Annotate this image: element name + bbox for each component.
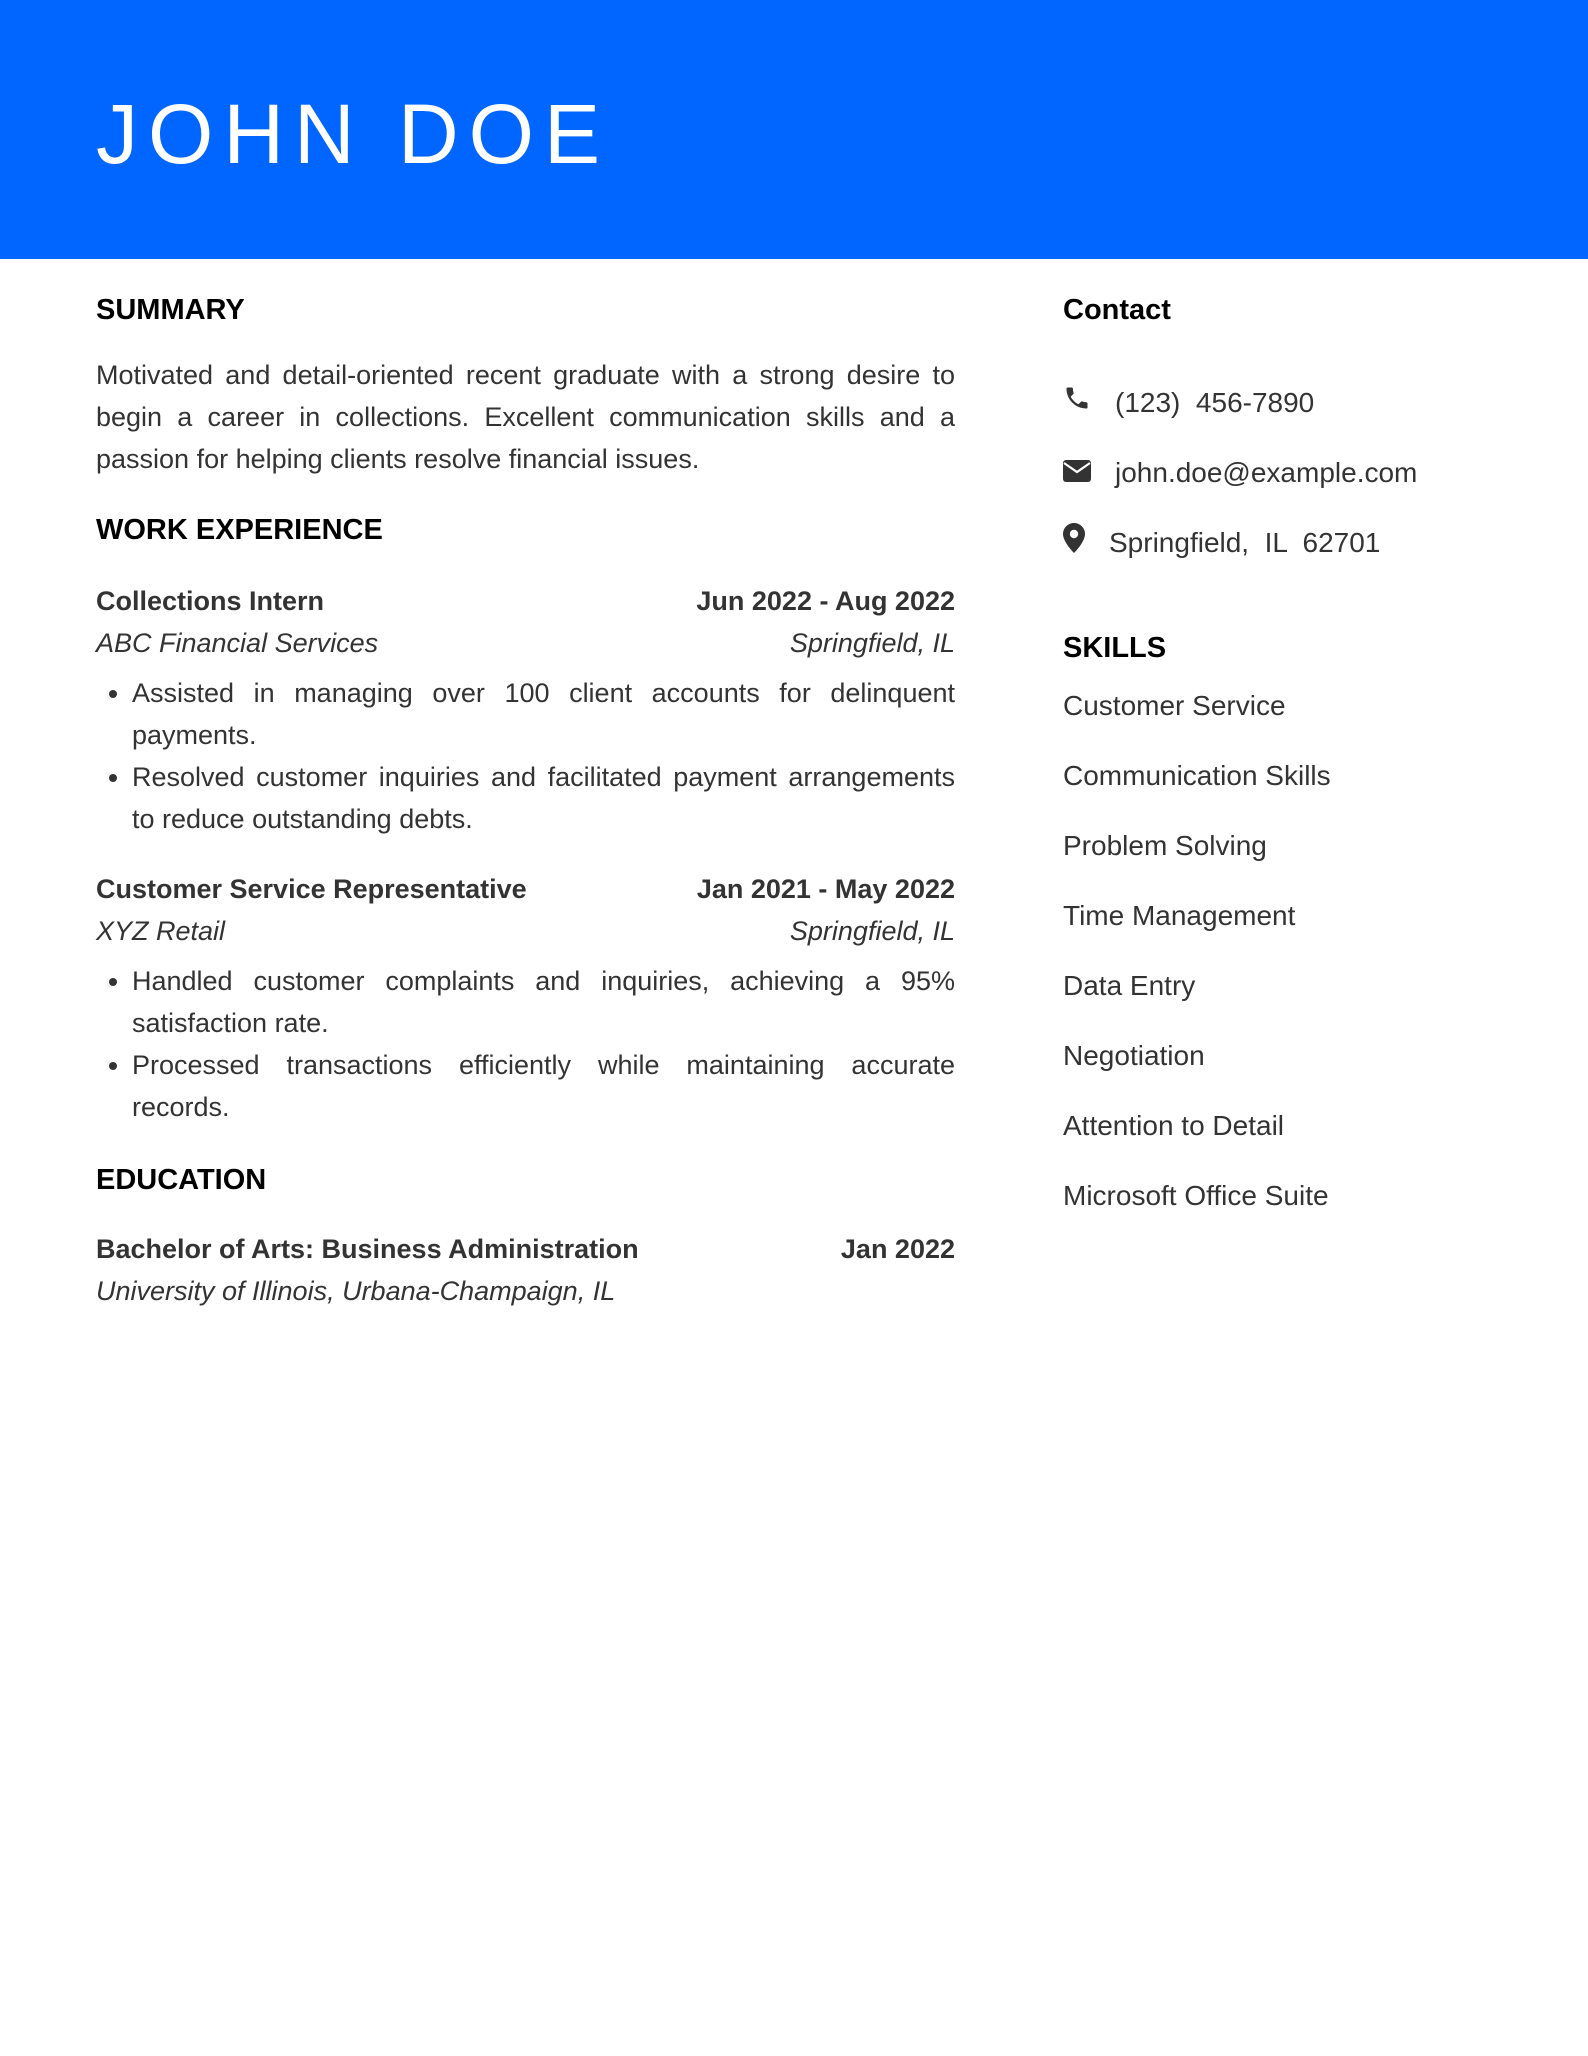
school-name: University of Illinois, Urbana-Champaign, IL [96,1276,616,1306]
contact-phone [1063,368,1503,438]
contact-email [1063,438,1503,508]
sidebar-column [1063,290,1503,1246]
job-entry [96,868,955,1128]
contact-section [1063,290,1503,578]
job-location: Springfield, IL [789,628,955,658]
skill-item: Microsoft Office Suite [1063,1180,1329,1211]
email-address: john.doe@example.com [1115,457,1418,488]
job-dates: Jan 2021 - May 2022 [696,874,955,904]
skills-heading: SKILLS [1063,632,1167,664]
education-entry [96,1228,955,1312]
job-title: Collections Intern [96,586,325,616]
job-bullets [96,960,955,1128]
summary-text: Motivated and detail-oriented recent graduate with a strong desire to begin a career in collections. Excellent communication skills and a passion for helping clients resolve financial issues. [96,360,955,474]
skill-item: Attention to Detail [1063,1110,1285,1141]
skill-item: Communication Skills [1063,760,1331,791]
contact-location [1063,508,1503,578]
envelope-icon [1063,453,1115,493]
phone-number: (123) 456-7890 [1115,387,1315,418]
job-company: ABC Financial Services [96,628,379,658]
skills-section [1063,628,1503,1246]
job-bullets [96,672,955,840]
candidate-name: JOHN DOE [96,87,611,181]
main-column [96,290,955,1312]
skill-item: Negotiation [1063,1040,1205,1071]
work-experience-section [96,510,955,1128]
skill-item: Problem Solving [1063,830,1267,861]
job-bullet: • Handled customer complaints and inquiries, achieving a 95% satisfaction rate. [132,960,955,1044]
education-heading: EDUCATION [96,1164,267,1196]
job-dates: Jun 2022 - Aug 2022 [696,586,955,616]
job-bullet: • Processed transactions efficiently while maintaining accurate records. [132,1044,955,1128]
skill-item: Customer Service [1063,690,1286,721]
job-bullet: • Assisted in managing over 100 client accounts for delinquent payments. [132,672,955,756]
work-experience-heading: WORK EXPERIENCE [96,514,383,546]
degree-date: Jan 2022 [840,1234,955,1264]
education-section [96,1160,955,1312]
location-text: Springfield, IL 62701 [1109,527,1381,558]
degree-title: Bachelor of Arts: Business Administration [96,1234,639,1264]
skill-item: Time Management [1063,900,1296,931]
summary-section [96,290,955,480]
job-location: Springfield, IL [789,916,955,946]
job-bullet: • Resolved customer inquiries and facilitated payment arrangements to reduce outstanding debts. [132,756,955,840]
summary-heading: SUMMARY [96,294,245,326]
map-pin-icon [1063,523,1109,564]
header-banner [0,0,1588,259]
contact-heading: Contact [1063,294,1171,326]
job-title: Customer Service Representative [96,874,527,904]
job-entry [96,580,955,840]
phone-icon [1063,383,1115,423]
job-company: XYZ Retail [96,916,226,946]
skill-item: Data Entry [1063,970,1196,1001]
